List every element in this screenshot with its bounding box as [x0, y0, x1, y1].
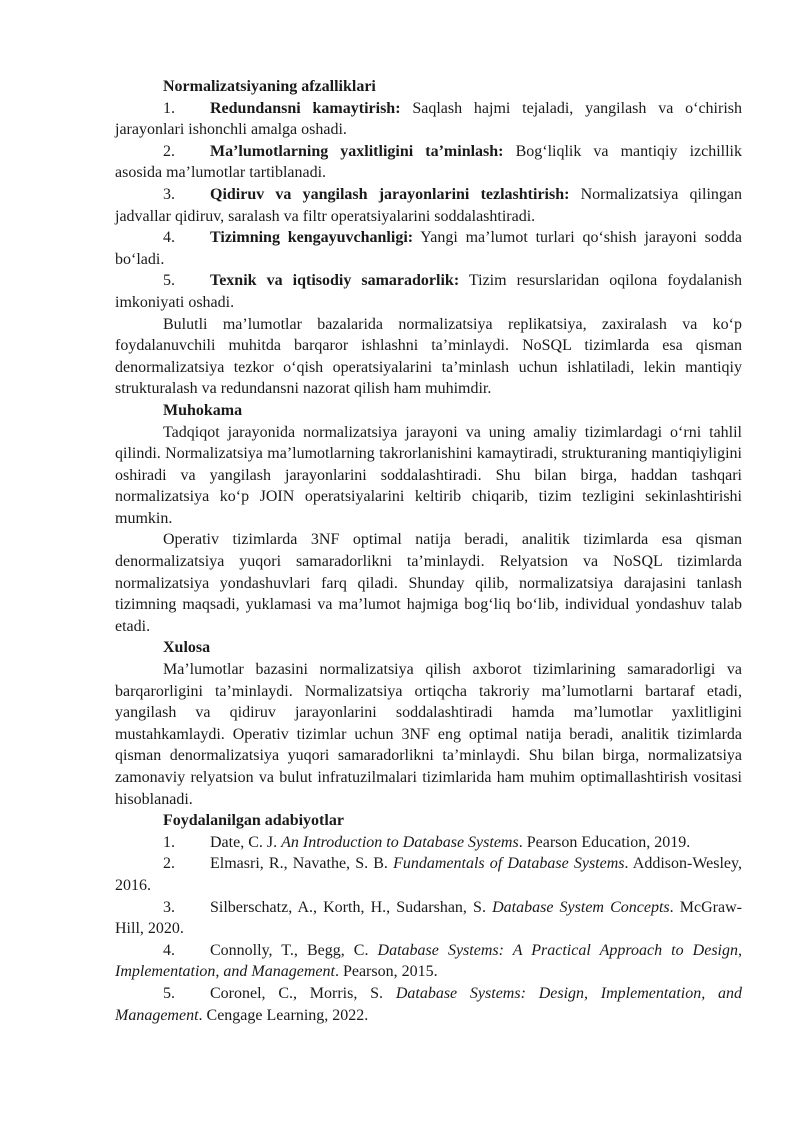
reference-item	[115, 853, 742, 896]
reference-publisher: . Cengage Learning, 2022.	[198, 1006, 369, 1024]
item-text: Saqlash hajmi tejaladi, yangilash va o‘chirish jarayonlari ishonchli amalga oshadi.	[115, 99, 742, 139]
reference-authors: Coronel, C., Morris, S.	[210, 984, 396, 1002]
conclusion-heading: Xulosa	[163, 639, 211, 657]
reference-publisher: . Addison-Wesley, 2016.	[115, 855, 742, 894]
reference-item	[115, 983, 742, 1026]
item-text: Tizim resurslaridan oqilona foydalanish imkoniyati oshadi.	[115, 272, 742, 311]
item-title: Tizimning kengayuvchanligi:	[210, 229, 414, 247]
reference-number: 1.	[163, 833, 175, 851]
reference-publisher: . McGraw-Hill, 2020.	[115, 898, 742, 938]
reference-number: 4.	[163, 941, 175, 959]
reference-publisher: . Pearson Education, 2019.	[518, 833, 691, 851]
item-title: Redundansni kamaytirish:	[210, 99, 401, 117]
item-text: Bog‘liqlik va mantiqiy izchillik asosida ma’lumotlar tartiblanadi.	[115, 142, 742, 182]
reference-title: An Introduction to Database Systems	[281, 833, 519, 851]
item-title: Qidiruv va yangilash jarayonlarini tezlashtirish:	[210, 185, 570, 203]
reference-number: 5.	[163, 984, 175, 1002]
reference-authors: Connolly, T., Begg, C.	[210, 941, 378, 959]
reference-title: Database System Concepts	[492, 898, 670, 916]
discussion-paragraph: Operativ tizimlarda 3NF optimal natija beradi, analitik tizimlarda esa qisman denormalizatsiya yuqori samaradorlikni ta’minlaydi. Relyatsion va NoSQL tizimlarda normalizatsiya yondashuvlari farq qiladi. Shunday qilib, normalizatsiya darajasini tanlash tizimning maqsadi, yuklamasi va ma’lumot hajmiga bog‘liq bo‘lib, individual yondashuv talab etadi.	[115, 531, 742, 635]
advantages-heading: Normalizatsiyaning afzalliklari	[163, 78, 376, 95]
reference-number: 2.	[163, 855, 175, 873]
item-text: Yangi ma’lumot turlari qo‘shish jarayoni sodda bo‘ladi.	[115, 229, 742, 268]
discussion-heading: Muhokama	[163, 401, 243, 419]
conclusion-paragraph: Ma’lumotlar bazasini normalizatsiya qilish axborot tizimlarining samaradorligi va barqarorligini ta’minlaydi. Normalizatsiya ortiqcha takroriy ma’lumotlarni bartaraf etadi, yangilash va qidiruv jarayonlarini soddalashtiradi hamda ma’lumotlar yaxlitligini mustahkamlaydi. Operativ tizimlar uchun 3NF eng optimal natija beradi, analitik tizimlarda qisman denormalizatsiya yuqori samaradorlikni ta’minlaydi. Shu bilan birga, normalizatsiya zamonaviy relyatsion va bulut infratuzilmalari tizimlarida ham muhim optimallashtirish vositasi hisoblanadi.	[115, 661, 742, 808]
reference-title: Fundamentals of Database Systems	[393, 855, 625, 873]
advantage-item	[115, 270, 742, 313]
references-heading: Foydalanilgan adabiyotlar	[163, 812, 344, 830]
reference-number: 3.	[163, 898, 175, 916]
item-number: 4.	[163, 229, 175, 247]
advantage-item	[115, 184, 742, 227]
reference-item	[115, 940, 742, 983]
discussion-paragraph: Tadqiqot jarayonida normalizatsiya jarayoni va uning amaliy tizimlardagi o‘rni tahlil qilindi. Normalizatsiya ma’lumotlarning takrorlanishini kamaytiradi, strukturaning mantiqiyligini oshiradi va yangilash jarayonlarini soddalashtiradi. Shu bilan birga, haddan tashqari normalizatsiya ko‘p JOIN operatsiyalarini keltirib chiqarib, tizim tezligini sekinlashtirishi mumkin.	[115, 423, 742, 527]
advantage-item	[115, 227, 742, 270]
reference-authors: Silberschatz, A., Korth, H., Sudarshan, S.	[210, 898, 493, 916]
item-title: Texnik va iqtisodiy samaradorlik:	[210, 272, 460, 290]
item-number: 5.	[163, 272, 175, 290]
item-number: 1.	[163, 99, 175, 117]
reference-authors: Date, C. J.	[210, 833, 282, 851]
item-text: Normalizatsiya qilingan jadvallar qidiruv, saralash va filtr operatsiyalarini soddalashtiradi.	[115, 185, 742, 225]
advantage-item	[115, 141, 742, 184]
item-number: 3.	[163, 185, 175, 203]
item-title: Ma’lumotlarning yaxlitligini ta’minlash:	[210, 142, 504, 160]
advantages-closing-paragraph: Bulutli ma’lumotlar bazalarida normalizatsiya replikatsiya, zaxiralash va ko‘p foydalanuvchili muhitda barqaror ishlashni ta’minlaydi. NoSQL tizimlarda esa qisman denormalizatsiya tezkor o‘qish operatsiyalarini ta’minlash uchun ishlatiladi, lekin mantiqiy strukturalash va redundansni nazorat qilish ham muhimdir.	[115, 315, 742, 398]
reference-title: Database Systems: Design, Implementation, and Management	[115, 984, 743, 1024]
reference-item	[115, 897, 742, 940]
reference-item	[115, 832, 742, 854]
reference-publisher: . Pearson, 2015.	[334, 963, 438, 981]
reference-authors: Elmasri, R., Navathe, S. B.	[210, 855, 394, 873]
advantage-item	[115, 98, 742, 141]
reference-title: Database Systems: A Practical Approach to Design, Implementation, and Management	[115, 941, 742, 981]
item-number: 2.	[163, 142, 175, 160]
document-page	[115, 76, 742, 1026]
